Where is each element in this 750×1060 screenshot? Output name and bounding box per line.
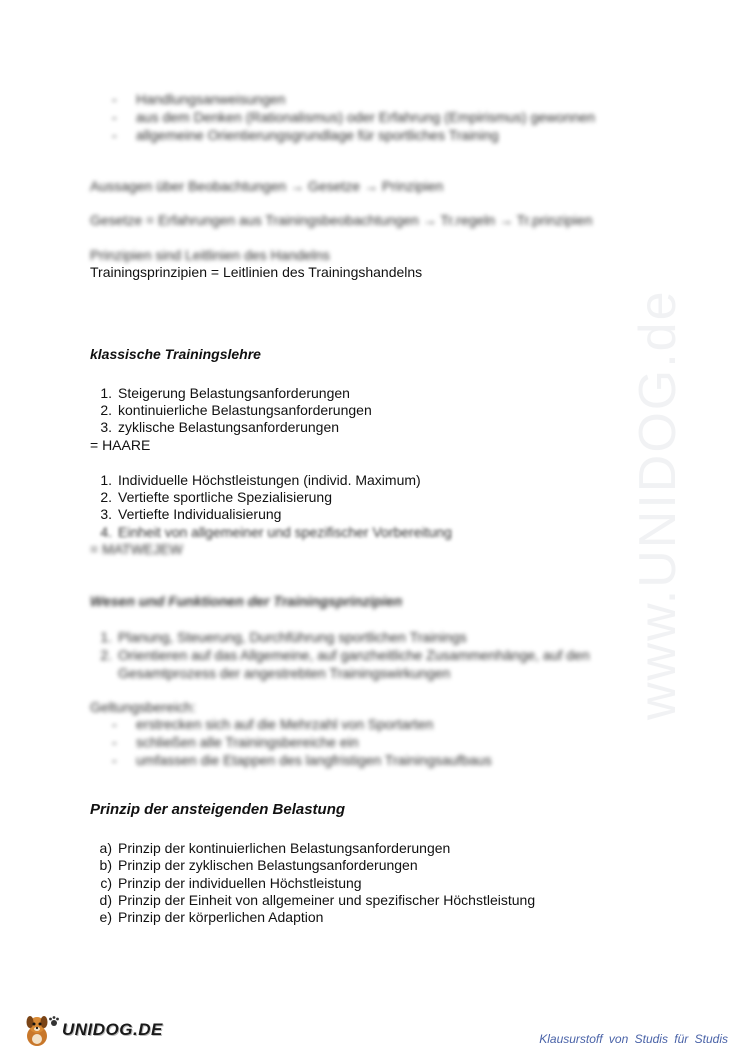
list-item: 2. Orientieren auf das Allgemeine, auf ganzheitliche Zusammenhänge, auf den	[100, 647, 590, 663]
section-heading-prinzip: Prinzip der ansteigenden Belastung	[90, 801, 346, 818]
list-item: c) Prinzip der individuellen Höchstleistung	[100, 875, 362, 891]
list-item: b) Prinzip der zyklischen Belastungsanforderungen	[99, 857, 418, 873]
footer-tagline: Klausurstoff von Studis für Studis	[539, 1032, 728, 1046]
section-heading-wesen: Wesen und Funktionen der Trainingsprinzipien	[90, 593, 403, 609]
watermark-text: www.UNIDOG.de	[629, 289, 687, 720]
list-item: 1. Individuelle Höchstleistungen (individ. Maximum)	[100, 472, 421, 488]
list-item: a) Prinzip der kontinuierlichen Belastungsanforderungen	[99, 840, 451, 856]
list-item: 1. Planung, Steuerung, Durchführung sportlichen Trainings	[100, 629, 467, 645]
list-item: 2. kontinuierliche Belastungsanforderungen	[100, 402, 372, 418]
blurred-line: Gesetze = Erfahrungen aus Trainingsbeobachtungen → Tr.regeln → Tr.prinzipien	[90, 212, 593, 228]
blurred-bullet: - schließen alle Trainingsbereiche ein	[112, 734, 359, 750]
section-heading-klassische: klassische Trainingslehre	[90, 346, 261, 362]
blurred-bullet: - erstrecken sich auf die Mehrzahl von Sportarten	[112, 716, 434, 732]
list-item: 4. Einheit von allgemeiner und spezifischer Vorbereitung	[100, 524, 452, 540]
list-item: 3. Vertiefte Individualisierung	[100, 506, 282, 522]
blurred-bullet: - allgemeine Orientierungsgrundlage für sportliches Training	[112, 127, 499, 143]
definition-line: Trainingsprinzipien = Leitlinien des Trainingshandelns	[90, 264, 423, 280]
list-item: e) Prinzip der körperlichen Adaption	[99, 909, 324, 925]
list-item: 2. Vertiefte sportliche Spezialisierung	[100, 489, 333, 505]
scope-label: Geltungsbereich:	[90, 699, 196, 715]
paw-icon	[48, 1015, 60, 1027]
list-item-continuation: Gesamtprozess der angestrebten Trainingswirkungen	[118, 665, 451, 681]
list-item: d) Prinzip der Einheit von allgemeiner und spezifischer Höchstleistung	[99, 892, 536, 908]
blurred-bullet: - Handlungsanweisungen	[112, 91, 286, 107]
list-item: 1. Steigerung Belastungsanforderungen	[100, 385, 350, 401]
blurred-line: Aussagen über Beobachtungen → Gesetze → Prinzipien	[90, 178, 444, 194]
author-label: = HAARE	[90, 437, 151, 453]
list-item: 3. zyklische Belastungsanforderungen	[100, 419, 340, 435]
blurred-bullet: - aus dem Denken (Rationalismus) oder Erfahrung (Empirismus) gewonnen	[112, 109, 596, 125]
blurred-bullet: - umfassen die Etappen des langfristigen Trainingsaufbaus	[112, 752, 492, 768]
blurred-line: Prinzipien sind Leitlinien des Handelns	[90, 247, 330, 263]
unidog-logo[interactable]	[22, 1012, 163, 1048]
logo-text: UNIDOG.DE	[62, 1020, 163, 1039]
author-label: = MATWEJEW	[90, 541, 183, 557]
